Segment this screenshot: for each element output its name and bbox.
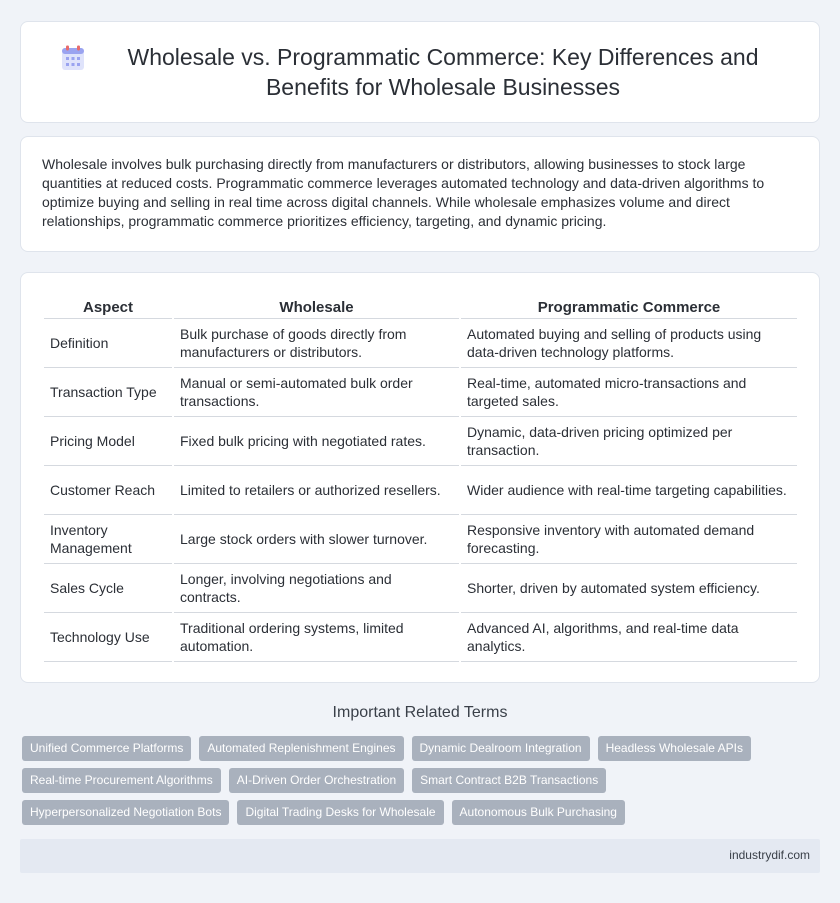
title-card xyxy=(20,21,820,123)
comparison-table xyxy=(42,295,799,662)
row-wholesale: Large stock orders with slower turnover. xyxy=(174,515,459,564)
row-aspect: Inventory Management xyxy=(44,515,172,564)
calendar-icon xyxy=(61,45,85,71)
row-wholesale: Longer, involving negotiations and contracts. xyxy=(174,564,459,613)
related-term-tag[interactable]: AI-Driven Order Orchestration xyxy=(229,768,404,793)
row-programmatic: Advanced AI, algorithms, and real-time data analytics. xyxy=(461,613,797,662)
row-wholesale: Fixed bulk pricing with negotiated rates. xyxy=(174,417,459,466)
comparison-table-card xyxy=(20,272,820,683)
table-row xyxy=(44,613,797,662)
row-wholesale: Traditional ordering systems, limited automation. xyxy=(174,613,459,662)
row-aspect: Customer Reach xyxy=(44,466,172,515)
table-row xyxy=(44,417,797,466)
title-row xyxy=(21,22,819,122)
row-programmatic: Wider audience with real-time targeting capabilities. xyxy=(461,466,797,515)
row-programmatic: Real-time, automated micro-transactions and targeted sales. xyxy=(461,368,797,417)
related-term-tag[interactable]: Hyperpersonalized Negotiation Bots xyxy=(22,800,229,825)
row-programmatic: Responsive inventory with automated demand forecasting. xyxy=(461,515,797,564)
header-programmatic: Programmatic Commerce xyxy=(461,295,797,319)
page-title: Wholesale vs. Programmatic Commerce: Key Differences and Benefits for Wholesale Businesses xyxy=(127,44,759,100)
related-term-tag[interactable]: Dynamic Dealroom Integration xyxy=(412,736,590,761)
related-term-tag[interactable]: Automated Replenishment Engines xyxy=(199,736,403,761)
related-term-tag[interactable]: Autonomous Bulk Purchasing xyxy=(452,800,625,825)
table-row xyxy=(44,515,797,564)
intro-card xyxy=(20,136,820,252)
row-programmatic: Shorter, driven by automated system efficiency. xyxy=(461,564,797,613)
related-term-tag[interactable]: Smart Contract B2B Transactions xyxy=(412,768,606,793)
table-header-row xyxy=(44,295,797,319)
row-programmatic: Automated buying and selling of products using data-driven technology platforms. xyxy=(461,319,797,368)
table-row xyxy=(44,564,797,613)
row-aspect: Sales Cycle xyxy=(44,564,172,613)
related-term-tag[interactable]: Digital Trading Desks for Wholesale xyxy=(237,800,443,825)
footer-site-link[interactable]: industrydif.com xyxy=(729,848,810,862)
related-term-tag[interactable]: Unified Commerce Platforms xyxy=(22,736,191,761)
table-row xyxy=(44,466,797,515)
table-row xyxy=(44,319,797,368)
intro-paragraph: Wholesale involves bulk purchasing directly from manufacturers or distributors, allowing businesses to stock large quantities at reduced costs. Programmatic commerce leverages automated technology and data-driven algorithms to optimize buying and selling in real time across digital channels. While wholesale emphasizes volume and direct relationships, programmatic commerce prioritizes efficiency, targeting, and dynamic pricing. xyxy=(42,156,765,229)
related-term-tag[interactable]: Real-time Procurement Algorithms xyxy=(22,768,221,793)
table-row xyxy=(44,368,797,417)
related-terms-list xyxy=(22,736,822,832)
row-aspect: Transaction Type xyxy=(44,368,172,417)
related-terms-heading: Important Related Terms xyxy=(332,704,508,721)
row-wholesale: Bulk purchase of goods directly from manufacturers or distributors. xyxy=(174,319,459,368)
row-aspect: Technology Use xyxy=(44,613,172,662)
row-aspect: Pricing Model xyxy=(44,417,172,466)
header-wholesale: Wholesale xyxy=(174,295,459,319)
footer xyxy=(20,839,820,873)
row-wholesale: Limited to retailers or authorized resellers. xyxy=(174,466,459,515)
header-aspect: Aspect xyxy=(44,295,172,319)
row-wholesale: Manual or semi-automated bulk order transactions. xyxy=(174,368,459,417)
row-aspect: Definition xyxy=(44,319,172,368)
row-programmatic: Dynamic, data-driven pricing optimized per transaction. xyxy=(461,417,797,466)
related-term-tag[interactable]: Headless Wholesale APIs xyxy=(598,736,751,761)
